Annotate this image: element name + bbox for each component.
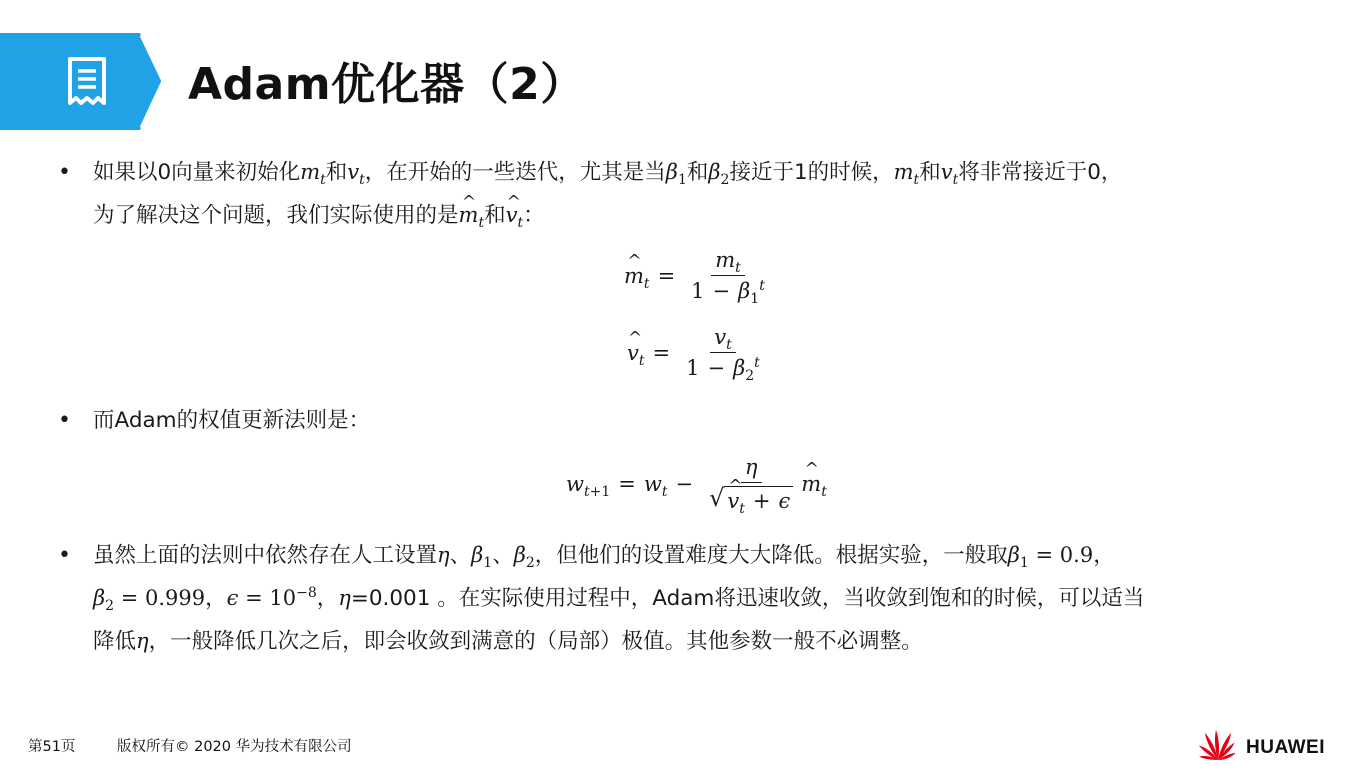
brand-name: HUAWEI	[1246, 737, 1325, 758]
banner-shape	[0, 33, 162, 130]
bullet-3-text: 虽然上面的法则中依然存在人工设置η、$\beta_1$、$\beta_2$，但他们的设置难度大大降低。根据实验，一般取$\beta_1 = 0.9$， $\beta_2 = 0.999$，$\epsilon = 10^{-8}$，η=0.001 。在实际使用过程中，Adam将迅速收敛，当收敛到饱和的时候，可以适当 降低η，一般降低几次之后，即会收敛到满意的（局部）极值。其他参数一般不必调整。	[93, 543, 1145, 654]
bullet-2-text: 而Adam的权值更新法则是：	[93, 408, 371, 433]
title-banner	[0, 33, 170, 130]
page-number: 第51页	[28, 739, 76, 755]
bullet-dot: •	[58, 543, 71, 568]
equation-update-rule: $w_{t+1}$ = $w_t$ − η √ ^ $v_t + \epsilon$ ^ $m_t$	[566, 455, 827, 513]
huawei-logo-icon	[1197, 728, 1239, 762]
page-title: Adam优化器（2）	[188, 59, 585, 110]
equation-v-hat: ^ $v_t$ = $\frac{v_t}{1 - \beta_2^t}$	[627, 325, 768, 380]
bullet-1-text: 如果以0向量来初始化$m_t$和$v_t$，在开始的一些迭代，尤其是当$\beta_1$和$\beta_2$接近于1的时候，$m_t$和$v_t$将非常接近于0， 为了解决这个问题，我们实际使用的是^ $m_t$和^ $v_t$：	[93, 151, 1343, 237]
bullet-dot: •	[58, 408, 71, 433]
bullet-dot: •	[58, 160, 71, 185]
equation-m-hat: ^ $m_t$ = $\frac{m_t}{1 - \beta_1^t}$	[624, 248, 773, 303]
copyright-text: 版权所有© 2020 华为技术有限公司	[117, 739, 352, 755]
